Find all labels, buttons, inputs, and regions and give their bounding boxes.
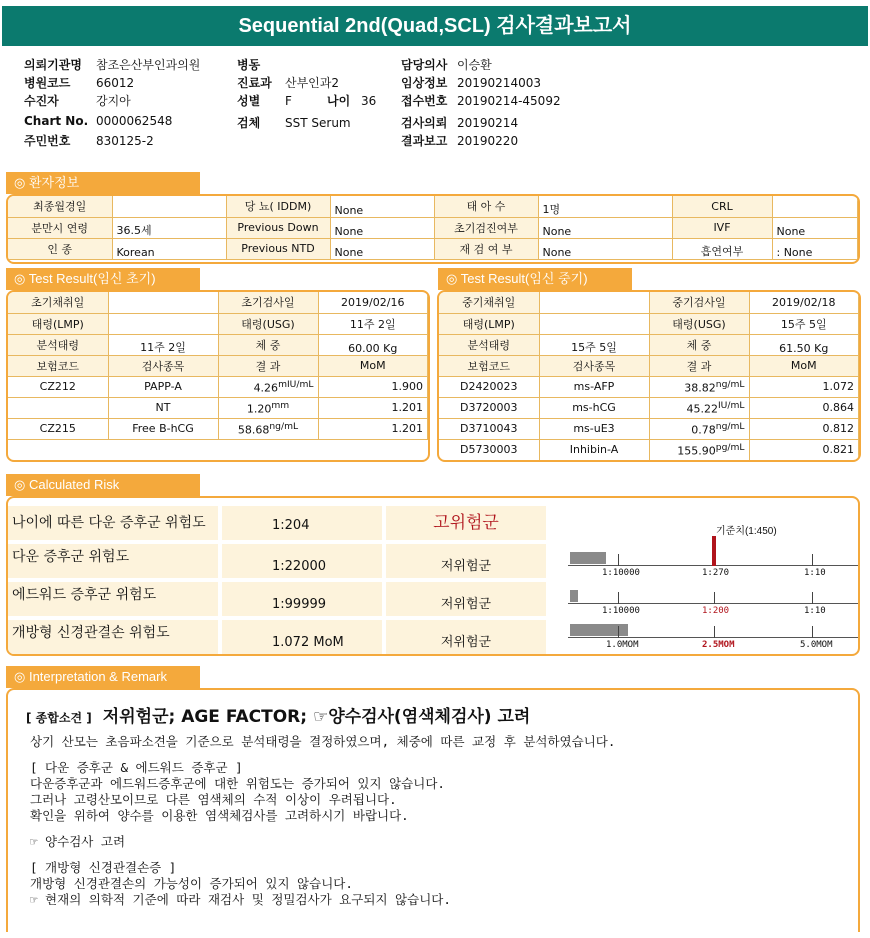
title-bar (0, 0, 870, 52)
remark-line: 개방형 신경관결손의 가능성이 증가되어 있지 않습니다. (30, 876, 353, 891)
header-col3 (401, 56, 621, 150)
header-field: 진료과 산부인과2 (237, 76, 340, 90)
patient-table (8, 196, 858, 260)
risk-label: 다운 증후군 위험도 (8, 544, 218, 578)
header-field: 주민번호 830125-2 (24, 134, 154, 148)
table-row: 태령(LMP) 태령(USG) 11주 2일 (8, 313, 428, 334)
scale-label: 1:10 (804, 606, 826, 616)
scale-label: 1:10000 (602, 568, 640, 578)
mid-panel (437, 290, 861, 462)
scale-label: 2.5MOM (702, 640, 735, 650)
scale-tick (714, 626, 715, 638)
scale-tick (812, 626, 813, 638)
summary-text: 저위험군; AGE FACTOR; ☞양수검사(염색체검사) 고려 (102, 707, 531, 727)
table-row: 보험코드 검사종목 결 과 MoM (8, 355, 428, 376)
table-row: CZ212 PAPP-A $4.26^{mIU/mL}$ 1.900 (8, 376, 428, 397)
header-field: 접수번호 20190214-45092 (401, 94, 561, 108)
summary-line (26, 702, 530, 727)
header-col1 (24, 56, 244, 150)
table-row: D3720003 ms-hCG $45.22^{IU/mL}$ 0.864 (439, 397, 859, 418)
scale-tick (618, 626, 619, 638)
early-panel (6, 290, 430, 462)
scale-label: 1:270 (702, 568, 730, 578)
risk-result: 저위험군 (386, 582, 546, 616)
table-row: D2420023 ms-AFP $38.82^{ng/mL}$ 1.072 (439, 376, 859, 397)
table-row: 분석태령 11주 2일 체 중 60.00 Kg (8, 334, 428, 355)
remark-body (30, 734, 615, 908)
remark-line: [ 개방형 신경관결손증 ] (30, 860, 177, 875)
remark-line: 상기 산모는 초음파소견을 기준으로 분석태령을 결정하였으며, 체중에 따른 교정 후 분석하였습니다. (30, 734, 616, 749)
header-field: 병동 (237, 58, 261, 72)
risk-tab: ◎ Calculated Risk (6, 474, 200, 496)
risk-label: 나이에 따른 다운 증후군 위험도 (8, 506, 218, 540)
table-row: 초기채취일 초기검사일 2019/02/16 (8, 292, 428, 313)
table-row: 인 종 Korean Previous NTD None 재 검 여 부 None 흡연여부 : None (8, 238, 858, 259)
risk-value: 1.072 MoM (222, 620, 382, 654)
mid-table (439, 292, 859, 461)
scale-label: 1:10 (804, 568, 826, 578)
remark-line: 다운증후군과 에드워드증후군에 대한 위험도는 증가되어 있지 않습니다. (30, 776, 445, 791)
risk-panel (6, 496, 860, 656)
summary-tag: [ 종합소견 ] (26, 711, 92, 725)
remark-line: ☞ 양수검사 고려 (30, 834, 126, 849)
scale-tick (812, 554, 813, 566)
header-field: 검체 SST Serum (237, 116, 351, 130)
risk-scale-down (568, 550, 860, 578)
remark-line (30, 824, 615, 834)
risk-result-high: 고위험군 (386, 506, 546, 540)
risk-value: 1:204 (222, 506, 382, 540)
risk-bar (570, 590, 578, 602)
table-row: D5730003 Inhibin-A $155.90^{pg/mL}$ 0.821 (439, 439, 859, 460)
patient-tab: ◎ 환자정보 (6, 172, 200, 194)
table-row: 최종월경일 당 뇨( IDDM) None 태 아 수 1명 CRL (8, 196, 858, 217)
risk-result: 저위험군 (386, 544, 546, 578)
remark-line (30, 750, 615, 760)
remark-line: 그러나 고령산모이므로 다른 염색체의 수적 이상이 우려됩니다. (30, 792, 397, 807)
table-row: 중기채취일 중기검사일 2019/02/18 (439, 292, 859, 313)
remark-line: 확인을 위하여 양수를 이용한 염색체검사를 고려하시기 바랍니다. (30, 808, 409, 823)
scale-tick (618, 592, 619, 604)
report-title: Sequential 2nd(Quad,SCL) 검사결과보고서 (2, 6, 868, 46)
header-field: 결과보고 20190220 (401, 134, 519, 148)
risk-label: 에드워드 증후군 위험도 (8, 582, 218, 616)
table-row: NT $1.20^{mm}$ 1.201 (8, 397, 428, 418)
scale-label: 1.0MOM (606, 640, 639, 650)
scale-tick (812, 592, 813, 604)
header-field: 임상정보 20190214003 (401, 76, 541, 90)
risk-label: 개방형 신경관결손 위험도 (8, 620, 218, 654)
remark-line: [ 다운 증후군 & 에드워드 증후군 ] (30, 760, 243, 775)
scale-tick (618, 554, 619, 566)
risk-result: 저위험군 (386, 620, 546, 654)
table-row: 보험코드 검사종목 결 과 MoM (439, 355, 859, 376)
risk-bar (570, 624, 628, 636)
interp-panel (6, 688, 860, 932)
cutoff-label: 기준치(1:450) (716, 526, 777, 537)
risk-value: 1:99999 (222, 582, 382, 616)
scale-tick (714, 592, 715, 604)
table-row: 분만시 연령 36.5세 Previous Down None 초기검진여부 None IVF None (8, 217, 858, 238)
early-table (8, 292, 428, 440)
header-field: 수진자 강지아 (24, 94, 131, 108)
header-field: 담당의사 이승환 (401, 58, 492, 72)
table-row: CZ215 Free B-hCG $58.68^{ng/mL}$ 1.201 (8, 418, 428, 439)
header-field: 검사의뢰 20190214 (401, 116, 519, 130)
header-field: 성별 F 나이 36 (237, 94, 377, 108)
table-row: 분석태령 15주 5일 체 중 61.50 Kg (439, 334, 859, 355)
scale-label: 1:10000 (602, 606, 640, 616)
header-field: 병원코드 66012 (24, 76, 135, 90)
patient-panel (6, 194, 860, 264)
interp-tab: ◎ Interpretation & Remark (6, 666, 200, 688)
header-col2 (237, 56, 397, 132)
table-row: 태령(LMP) 태령(USG) 15주 5일 (439, 313, 859, 334)
table-row: D3710043 ms-uE3 $0.78^{ng/mL}$ 0.812 (439, 418, 859, 439)
scale-label: 5.0MOM (800, 640, 833, 650)
risk-bar (570, 552, 606, 564)
risk-scale-edwards (568, 588, 860, 616)
header-field: Chart No. 0000062548 (24, 114, 173, 128)
header-field: 의뢰기관명 참조은산부인과의원 (24, 58, 201, 72)
risk-value: 1:22000 (222, 544, 382, 578)
scale-label: 1:200 (702, 606, 730, 616)
mid-tab: ◎ Test Result(임신 중기) (438, 268, 632, 290)
remark-line (30, 850, 615, 860)
early-tab: ◎ Test Result(임신 초기) (6, 268, 200, 290)
remark-line: ☞ 현재의 의학적 기준에 따라 재검사 및 정밀검사가 요구되지 않습니다. (30, 892, 451, 907)
cutoff-marker (712, 536, 716, 566)
risk-scale-ntd (568, 622, 860, 650)
